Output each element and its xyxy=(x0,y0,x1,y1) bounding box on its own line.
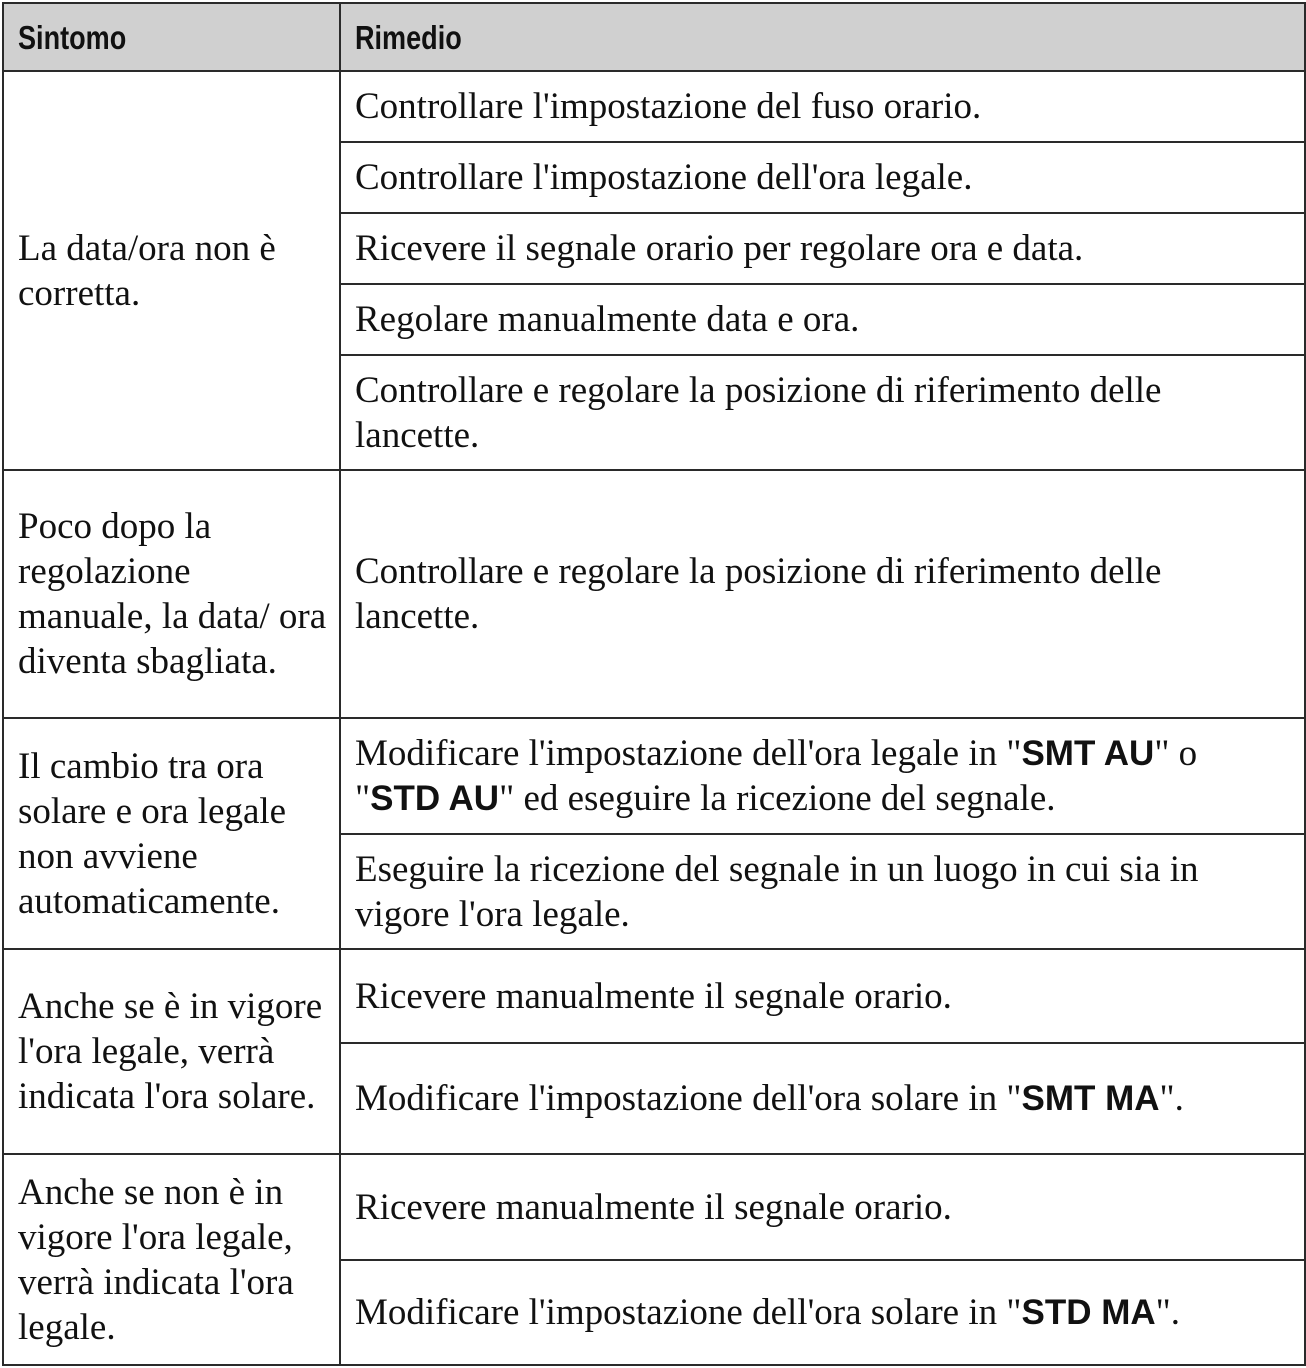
setting-code: STD AU xyxy=(370,779,500,818)
header-remedy: Rimedio xyxy=(340,3,1305,71)
remedy-cell: Ricevere il segnale orario per regolare ora e data. xyxy=(340,213,1305,284)
header-symptom: Sintomo xyxy=(3,3,340,71)
symptom-cell: La data/ora non è corretta. xyxy=(3,71,340,470)
setting-code: STD MA xyxy=(1021,1293,1156,1332)
header-row xyxy=(3,3,1305,71)
symptom-cell: Anche se non è in vigore l'ora legale, verrà indicata l'ora legale. xyxy=(3,1154,340,1365)
remedy-text: Modificare l'impostazione dell'ora solare in " xyxy=(355,1292,1022,1333)
remedy-cell: Ricevere manualmente il segnale orario. xyxy=(340,1154,1305,1260)
remedy-cell: Eseguire la ricezione del segnale in un luogo in cui sia in vigore l'ora legale. xyxy=(340,834,1305,949)
remedy-cell xyxy=(340,1260,1305,1365)
remedy-cell: Controllare l'impostazione del fuso orario. xyxy=(340,71,1305,142)
table-row xyxy=(3,949,1305,1043)
remedy-text: Modificare l'impostazione dell'ora solare in " xyxy=(355,1078,1022,1119)
table-row xyxy=(3,718,1305,834)
symptom-cell: Poco dopo la regolazione manuale, la data/ ora diventa sbagliata. xyxy=(3,470,340,718)
setting-code: SMT AU xyxy=(1021,734,1155,773)
table-row xyxy=(3,470,1305,718)
remedy-text: ". xyxy=(1159,1078,1184,1119)
symptom-cell: Il cambio tra ora solare e ora legale non avviene automaticamente. xyxy=(3,718,340,949)
table-row xyxy=(3,71,1305,142)
remedy-cell: Controllare l'impostazione dell'ora legale. xyxy=(340,142,1305,213)
symptom-cell: Anche se è in vigore l'ora legale, verrà indicata l'ora solare. xyxy=(3,949,340,1154)
remedy-text: ". xyxy=(1155,1292,1180,1333)
remedy-cell: Regolare manualmente data e ora. xyxy=(340,284,1305,355)
remedy-cell xyxy=(340,1043,1305,1154)
remedy-cell: Controllare e regolare la posizione di riferimento delle lancette. xyxy=(340,470,1305,718)
troubleshooting-table xyxy=(2,2,1306,1366)
remedy-cell: Controllare e regolare la posizione di riferimento delle lancette. xyxy=(340,355,1305,470)
table-row xyxy=(3,1154,1305,1260)
remedy-text: Modificare l'impostazione dell'ora legale in " xyxy=(355,733,1022,774)
remedy-cell xyxy=(340,718,1305,834)
remedy-cell: Ricevere manualmente il segnale orario. xyxy=(340,949,1305,1043)
remedy-text: " ed eseguire la ricezione del segnale. xyxy=(499,778,1056,819)
setting-code: SMT MA xyxy=(1021,1079,1160,1118)
remedy-text: " o " xyxy=(355,733,1198,819)
